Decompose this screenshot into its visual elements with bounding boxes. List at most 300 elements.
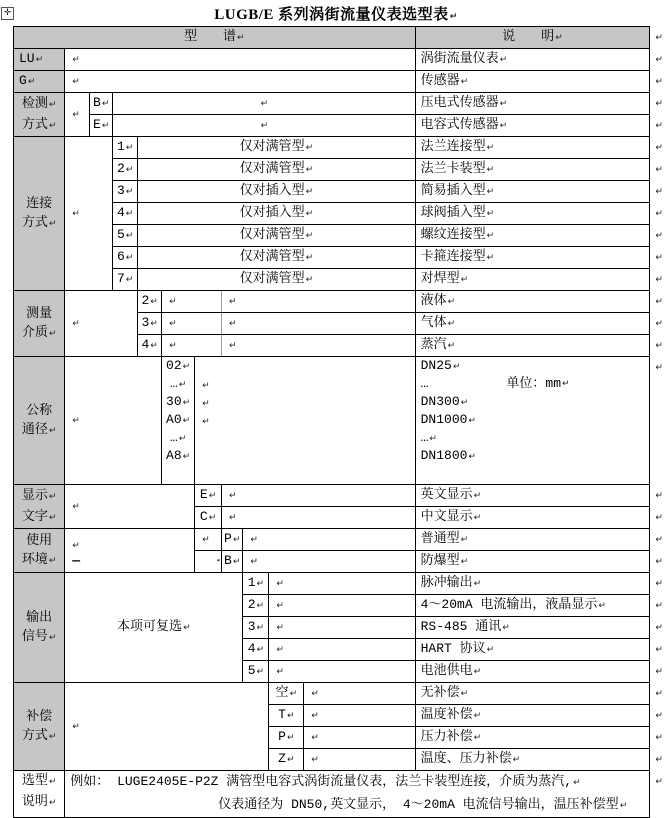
desc-text: 涡街流量仪表 <box>420 51 499 66</box>
label-line: 方式↵ <box>21 727 57 743</box>
desc-compensation-none: 无补偿↵ <box>415 683 650 705</box>
desc-output-battery: 电池供电↵ <box>415 661 650 683</box>
label-line: 公称 <box>26 402 53 418</box>
pilcrow-icon: ↵ <box>305 275 314 285</box>
pilcrow-icon: ↵ <box>286 755 295 765</box>
table-row <box>14 357 672 485</box>
code-compensation-none: 空↵ <box>269 683 304 705</box>
pilcrow-icon: ↵ <box>48 512 57 523</box>
pilcrow-icon: ↵ <box>208 491 217 501</box>
pilcrow-icon: ↵ <box>125 231 134 241</box>
pilcrow-icon: ↵ <box>48 632 57 643</box>
label-line: 测量 <box>26 305 53 321</box>
empty-cell <box>195 357 416 485</box>
pilcrow-icon: ↵ <box>276 601 284 611</box>
pilcrow-icon: ↵ <box>655 733 663 743</box>
pilcrow-icon: ↵ <box>229 341 237 351</box>
label-line: 通径↵ <box>21 421 57 437</box>
row-end-mark <box>650 507 672 529</box>
table-row <box>14 159 672 181</box>
pilcrow-icon: ↵ <box>150 319 158 329</box>
pilcrow-icon: ↵ <box>655 165 663 175</box>
pilcrow-icon: ↵ <box>619 801 628 811</box>
paragraph-mark-line <box>201 376 413 394</box>
pilcrow-icon: ↵ <box>305 165 314 175</box>
code-text: LU <box>19 51 35 66</box>
empty-cell <box>65 357 162 485</box>
code-display-e: E↵ <box>195 485 222 507</box>
pilcrow-icon: ↵ <box>182 362 191 372</box>
empty-cell <box>162 335 222 357</box>
empty-cell <box>222 335 416 357</box>
row-label-environment <box>14 529 65 573</box>
code-medium-3: 3↵ <box>138 313 162 335</box>
desc-output-hart: HART 协议↵ <box>415 639 650 661</box>
code-connection-2: 2↵ <box>113 159 138 181</box>
row-end-mark <box>650 291 672 313</box>
diameter-desc: DN300↵ <box>420 394 469 409</box>
pilcrow-icon: ↵ <box>48 425 57 436</box>
desc-medium-gas: 气体↵ <box>415 313 650 335</box>
table-row <box>14 93 672 115</box>
pilcrow-icon: ↵ <box>473 579 482 589</box>
pilcrow-icon: ↵ <box>655 341 663 351</box>
pilcrow-icon: ↵ <box>305 253 314 263</box>
pilcrow-icon: ↵ <box>125 275 134 285</box>
pilcrow-icon: ↵ <box>182 452 191 462</box>
pilcrow-icon: ↵ <box>512 755 521 765</box>
code-connection-3: 3↵ <box>113 181 138 203</box>
header-text: 说 明 <box>502 29 555 44</box>
pilcrow-icon: ↵ <box>202 399 210 409</box>
row-end-mark <box>650 551 672 573</box>
pilcrow-icon: ↵ <box>562 379 570 389</box>
row-end-mark <box>650 27 672 49</box>
pilcrow-icon: ↵ <box>125 187 134 197</box>
pilcrow-icon: ↵ <box>48 798 57 808</box>
pilcrow-icon: ↵ <box>232 535 241 545</box>
empty-cell <box>269 573 415 595</box>
row-end-mark <box>650 181 672 203</box>
row-end-mark <box>650 573 672 595</box>
pilcrow-icon: ↵ <box>473 667 482 677</box>
pilcrow-icon: ↵ <box>655 755 663 765</box>
desc-medium-steam: 蒸汽↵ <box>415 335 650 357</box>
pilcrow-icon: ↵ <box>150 297 158 307</box>
label-line: 文字↵ <box>21 508 57 524</box>
label-line: 说明↵ <box>21 794 57 809</box>
pilcrow-icon: ↵ <box>237 33 245 43</box>
empty-cell <box>162 313 222 335</box>
dash-mark: — <box>72 553 81 568</box>
pilcrow-icon: ↵ <box>311 733 319 743</box>
table-row <box>14 485 672 507</box>
desc-connection-4: 球阀插入型↵ <box>415 203 650 225</box>
desc-compensation-temperature: 温度补偿↵ <box>415 705 650 727</box>
pilcrow-icon: ↵ <box>256 579 265 589</box>
pilcrow-icon: ↵ <box>447 341 456 351</box>
pilcrow-icon: ↵ <box>655 557 663 567</box>
diameter-descs <box>415 357 650 485</box>
page-title-text: LUGB/E 系列涡街流量仪表选型表 <box>214 7 449 23</box>
row-end-mark <box>650 749 672 771</box>
table-row <box>14 573 672 595</box>
row-end-mark <box>650 71 672 93</box>
pilcrow-icon: ↵ <box>655 77 663 87</box>
pilcrow-icon: ↵ <box>208 513 217 523</box>
row-end-mark <box>650 705 672 727</box>
desc-detection-b: 压电式传感器↵ <box>415 93 650 115</box>
empty-cell <box>304 749 415 771</box>
desc-connection-2: 法兰卡装型↵ <box>415 159 650 181</box>
empty-cell <box>65 291 138 357</box>
pilcrow-icon: ↵ <box>449 12 458 22</box>
pilcrow-icon: ↵ <box>125 209 134 219</box>
pilcrow-icon: ↵ <box>486 165 495 175</box>
row-end-mark <box>650 247 672 269</box>
pilcrow-icon: ↵ <box>311 689 319 699</box>
diameter-desc: … 单位：mm ↵ <box>420 376 570 391</box>
pilcrow-icon: ↵ <box>48 777 57 787</box>
pilcrow-icon: ↵ <box>150 341 158 351</box>
pilcrow-icon: ↵ <box>72 416 80 426</box>
pilcrow-icon: ↵ <box>182 416 191 426</box>
collapsed-cell-marker: ◂ <box>195 551 222 573</box>
pilcrow-icon: ↵ <box>473 733 482 743</box>
pilcrow-icon: ↵ <box>499 55 508 65</box>
pilcrow-icon: ↵ <box>311 755 319 765</box>
table-row <box>14 269 672 291</box>
pilcrow-icon: ↵ <box>655 689 663 699</box>
label-line: 输出 <box>26 609 53 625</box>
pilcrow-icon: ↵ <box>125 143 134 153</box>
label-line: 方式↵ <box>21 214 57 230</box>
row-end-mark <box>650 137 672 159</box>
code-connection-4: 4↵ <box>113 203 138 225</box>
pilcrow-icon: ↵ <box>598 601 606 611</box>
pilcrow-icon: ↵ <box>276 667 284 677</box>
pilcrow-icon: ↵ <box>256 623 265 633</box>
row-label-output <box>14 573 65 683</box>
note-connection-4: 仅对插入型↵ <box>138 203 415 225</box>
diameter-code: 30↵ <box>166 394 191 409</box>
pilcrow-icon: ↵ <box>460 689 469 699</box>
pilcrow-icon: ↵ <box>468 416 476 426</box>
example-text-cell <box>65 771 650 818</box>
row-end-mark <box>650 49 672 71</box>
row-end-mark <box>650 595 672 617</box>
table-row <box>14 529 672 551</box>
empty-cell <box>113 93 415 115</box>
row-end-mark <box>650 683 672 705</box>
desc-medium-liquid: 液体↵ <box>415 291 650 313</box>
pilcrow-icon: ↵ <box>48 555 57 566</box>
pilcrow-icon: ↵ <box>202 417 210 427</box>
pilcrow-icon: ↵ <box>305 187 314 197</box>
diameter-code: …↵ <box>169 376 187 391</box>
pilcrow-icon: ↵ <box>499 121 508 131</box>
desc-display-english: 英文显示↵ <box>415 485 650 507</box>
code-connection-7: 7↵ <box>113 269 138 291</box>
pilcrow-icon: ↵ <box>125 165 134 175</box>
pilcrow-icon: ↵ <box>48 491 57 502</box>
code-output-4: 4↵ <box>243 639 269 661</box>
pilcrow-icon: ↵ <box>169 341 177 351</box>
code-medium-2: 2↵ <box>138 291 162 313</box>
row-end-mark <box>650 203 672 225</box>
row-label-detection <box>14 93 65 137</box>
desc-connection-7: 对焊型↵ <box>415 269 650 291</box>
table-row <box>14 115 672 137</box>
diameter-code: …↵ <box>169 430 187 445</box>
pilcrow-icon: ↵ <box>655 297 663 307</box>
row-end-mark <box>650 771 672 818</box>
row-end-mark <box>650 529 672 551</box>
empty-cell <box>269 639 415 661</box>
empty-cell <box>222 485 416 507</box>
empty-cell <box>162 291 222 313</box>
row-label-example <box>14 771 65 818</box>
code-medium-4: 4↵ <box>138 335 162 357</box>
pilcrow-icon: ↵ <box>276 645 284 655</box>
row-label-display <box>14 485 65 529</box>
pilcrow-icon: ↵ <box>286 733 295 743</box>
pilcrow-icon: ↵ <box>27 77 36 87</box>
diameter-desc: DN25↵ <box>420 358 461 373</box>
pilcrow-icon: ↵ <box>655 55 663 65</box>
desc-connection-6: 卡箍连接型↵ <box>415 247 650 269</box>
pilcrow-icon: ↵ <box>305 231 314 241</box>
desc-environment-normal: 普通型↵ <box>415 529 650 551</box>
pilcrow-icon: ↵ <box>655 601 663 611</box>
pilcrow-icon: ↵ <box>256 667 265 677</box>
pilcrow-icon: ↵ <box>555 33 563 43</box>
row-end-mark <box>650 357 672 485</box>
empty-cell <box>269 661 415 683</box>
pilcrow-icon: ↵ <box>250 557 258 567</box>
pilcrow-icon: ↵ <box>655 99 663 109</box>
example-line-2: 仪表通径为 DN50,英文显示， 4～20mA 电流信号输出，温压补偿型↵ <box>218 797 628 812</box>
empty-cell <box>65 49 415 71</box>
table-row <box>14 683 672 705</box>
pilcrow-icon: ↵ <box>125 253 134 263</box>
pilcrow-icon: ↵ <box>452 362 461 372</box>
pilcrow-icon: ↵ <box>473 711 482 721</box>
pilcrow-icon: ↵ <box>276 623 284 633</box>
pilcrow-icon: ↵ <box>48 731 57 742</box>
table-row <box>14 247 672 269</box>
desc-connection-5: 螺纹连接型↵ <box>415 225 650 247</box>
row-label-g <box>14 71 65 93</box>
desc-output-pulse: 脉冲输出↵ <box>415 573 650 595</box>
pilcrow-icon: ↵ <box>72 77 80 87</box>
empty-cell <box>304 727 415 749</box>
code-output-3: 3↵ <box>243 617 269 639</box>
output-multiselect-note: 本项可复选↵ <box>65 573 243 683</box>
pilcrow-icon: ↵ <box>276 579 284 589</box>
pilcrow-icon: ↵ <box>486 143 495 153</box>
empty-cell <box>269 595 415 617</box>
pilcrow-icon: ↵ <box>182 398 191 408</box>
pilcrow-icon: ↵ <box>655 275 663 285</box>
diameter-code: 02↵ <box>166 358 191 373</box>
desc-display-chinese: 中文显示↵ <box>415 507 650 529</box>
model-spectrum-header <box>14 27 416 49</box>
pilcrow-icon: ↵ <box>655 209 663 219</box>
diameter-desc: DN1000↵ <box>420 412 476 427</box>
pilcrow-icon: ↵ <box>486 209 495 219</box>
table-row <box>14 49 672 71</box>
table-row <box>14 27 672 49</box>
empty-cell <box>65 137 113 291</box>
empty-cell <box>243 529 415 551</box>
pilcrow-icon: ↵ <box>305 143 314 153</box>
code-connection-5: 5↵ <box>113 225 138 247</box>
code-environment-p: P↵ <box>222 529 243 551</box>
table-move-handle-icon[interactable]: ✛ <box>1 7 14 20</box>
table-row <box>14 771 672 818</box>
unit-note: 单位：mm <box>506 376 562 391</box>
note-connection-3: 仅对插入型↵ <box>138 181 415 203</box>
row-end-mark <box>650 93 672 115</box>
note-connection-5: 仅对满管型↵ <box>138 225 415 247</box>
pilcrow-icon: ↵ <box>655 623 663 633</box>
table-row <box>14 203 672 225</box>
pilcrow-icon: ↵ <box>256 601 265 611</box>
pilcrow-icon: ↵ <box>655 776 663 787</box>
code-compensation-z: Z↵ <box>269 749 304 771</box>
empty-cell <box>65 93 90 137</box>
pilcrow-icon: ↵ <box>655 579 663 589</box>
pilcrow-icon: ↵ <box>460 77 469 87</box>
pilcrow-icon: ↵ <box>460 275 469 285</box>
header-text: 型 谱 <box>184 29 237 44</box>
label-line: 连接 <box>26 195 53 211</box>
pilcrow-icon: ↵ <box>486 645 495 655</box>
pilcrow-icon: ↵ <box>447 319 456 329</box>
pilcrow-icon: ↵ <box>655 535 663 545</box>
pilcrow-icon: ↵ <box>460 535 469 545</box>
table-row <box>14 181 672 203</box>
row-label-diameter <box>14 357 65 485</box>
pilcrow-icon: ↵ <box>48 120 57 131</box>
label-line: 介质↵ <box>21 324 57 340</box>
table-row <box>14 71 672 93</box>
code-detection-e: E↵ <box>90 115 113 137</box>
desc-detection-e: 电容式传感器↵ <box>415 115 650 137</box>
pilcrow-icon: ↵ <box>72 209 80 219</box>
code-output-2: 2↵ <box>243 595 269 617</box>
diameter-desc: …↵ <box>420 430 437 445</box>
empty-cell <box>195 529 222 551</box>
desc-output-current: 4～20mA 电流输出，液晶显示↵ <box>415 595 650 617</box>
example-line-1: 例如： LUGE2405E-P2Z 满管型电容式涡街流量仪表，法兰卡装型连接，介质为蒸汽,↵ <box>70 774 581 789</box>
pilcrow-icon: ↵ <box>502 623 510 633</box>
row-end-mark <box>650 727 672 749</box>
pilcrow-icon: ↵ <box>655 143 663 153</box>
pilcrow-icon: ↵ <box>655 667 663 677</box>
paragraph-mark-line <box>201 412 413 430</box>
selection-table <box>13 26 672 818</box>
label-line: 检测↵ <box>21 95 57 111</box>
pilcrow-icon: ↵ <box>72 502 80 512</box>
pilcrow-icon: ↵ <box>655 33 663 43</box>
label-line: 选型↵ <box>21 773 57 788</box>
note-connection-2: 仅对满管型↵ <box>138 159 415 181</box>
pilcrow-icon: ↵ <box>473 513 482 523</box>
pilcrow-icon: ↵ <box>447 297 456 307</box>
pilcrow-icon: ↵ <box>178 380 187 390</box>
pilcrow-icon: ↵ <box>72 722 80 732</box>
label-line: 显示↵ <box>21 487 57 503</box>
desc-compensation-temp-pressure: 温度、压力补偿↵ <box>415 749 650 771</box>
pilcrow-icon: ↵ <box>286 711 295 721</box>
code-compensation-p: P↵ <box>269 727 304 749</box>
pilcrow-icon: ↵ <box>655 187 663 197</box>
pilcrow-icon: ↵ <box>305 209 314 219</box>
row-end-mark <box>650 661 672 683</box>
pilcrow-icon: ↵ <box>35 55 44 65</box>
pilcrow-icon: ↵ <box>655 645 663 655</box>
pilcrow-icon: ↵ <box>202 535 210 545</box>
environment-note-cell <box>65 529 195 573</box>
pilcrow-icon: ↵ <box>655 253 663 263</box>
empty-cell <box>222 291 416 313</box>
empty-cell <box>65 683 269 771</box>
empty-cell <box>304 683 415 705</box>
label-line: 使用 <box>26 532 53 548</box>
pilcrow-icon: ↵ <box>655 121 663 131</box>
diameter-code: A8↵ <box>166 448 191 463</box>
pilcrow-icon: ↵ <box>499 99 508 109</box>
row-end-mark <box>650 335 672 357</box>
code-output-1: 1↵ <box>243 573 269 595</box>
pilcrow-icon: ↵ <box>250 535 258 545</box>
pilcrow-icon: ↵ <box>202 381 210 391</box>
row-label-medium <box>14 291 65 357</box>
pilcrow-icon: ↵ <box>48 218 57 229</box>
pilcrow-icon: ↵ <box>655 513 663 523</box>
empty-cell <box>65 485 195 529</box>
pilcrow-icon: ↵ <box>48 328 57 339</box>
paragraph-mark-line <box>71 535 192 556</box>
row-end-mark <box>650 313 672 335</box>
pilcrow-icon: ↵ <box>260 99 269 109</box>
page-title <box>0 0 672 26</box>
pilcrow-icon: ↵ <box>256 645 265 655</box>
pilcrow-icon: ↵ <box>460 557 469 567</box>
row-end-mark <box>650 485 672 507</box>
pilcrow-icon: ↵ <box>655 231 663 241</box>
diameter-code: A0↵ <box>166 412 191 427</box>
code-compensation-t: T↵ <box>269 705 304 727</box>
pilcrow-icon: ↵ <box>460 398 469 408</box>
pilcrow-icon: ↵ <box>169 297 177 307</box>
pilcrow-icon: ↵ <box>183 623 191 633</box>
empty-cell <box>269 617 415 639</box>
table-row <box>14 225 672 247</box>
pilcrow-icon: ↵ <box>72 319 80 329</box>
pilcrow-icon: ↵ <box>260 121 269 131</box>
pilcrow-icon: ↵ <box>655 319 663 329</box>
desc-connection-1: 法兰连接型↵ <box>415 137 650 159</box>
note-connection-6: 仅对满管型↵ <box>138 247 415 269</box>
pilcrow-icon: ↵ <box>655 362 663 373</box>
diameter-codes <box>162 357 195 485</box>
desc-g <box>415 71 650 93</box>
code-display-c: C↵ <box>195 507 222 529</box>
desc-environment-explosionproof: 防爆型↵ <box>415 551 650 573</box>
